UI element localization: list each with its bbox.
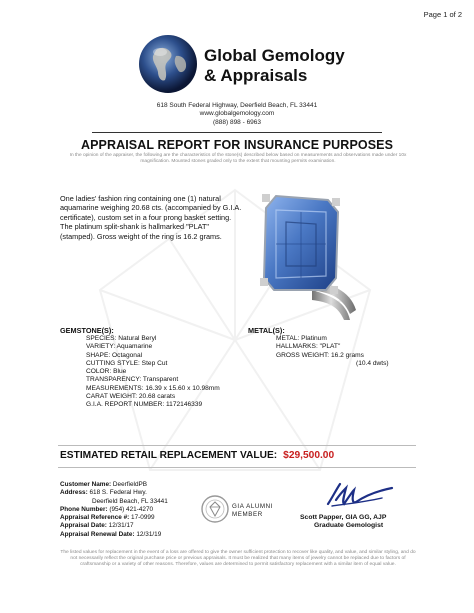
estimate-label: ESTIMATED RETAIL REPLACEMENT VALUE:: [60, 450, 278, 461]
globe-logo-icon: [138, 34, 198, 94]
customer-address-line1: 618 S. Federal Hwy.: [89, 489, 147, 497]
gia-line1: GIA ALUMNI: [232, 503, 274, 510]
gem-cutting-style: CUTTING STYLE: Step Cut: [86, 359, 168, 367]
company-website: www.globalgemology.com: [199, 110, 275, 118]
gia-alumni-text: [232, 503, 273, 518]
customer-info: [60, 481, 168, 539]
metal-gross-weight: GROSS WEIGHT: 16.2 grams: [276, 351, 364, 359]
customer-address-row: [60, 489, 168, 497]
customer-phone-label: Phone Number:: [60, 505, 108, 513]
company-name-line2: & Appraisals: [204, 66, 308, 85]
company-name: [204, 46, 345, 86]
metal-specs: [276, 335, 389, 368]
appraisal-renewal-date: 12/31/19: [136, 530, 162, 538]
report-intro: In the opinion of the appraiser, the following are the characteristics of the stone(s) described below based on measurements and observations made under 10x magnification. Mounted stones graded only to the extent that mounting permits examination.: [69, 153, 407, 164]
gem-species: SPECIES: Natural Beryl: [86, 335, 157, 342]
signer-name: Scott Papper, GIA GG, AJP: [300, 514, 387, 521]
customer-phone: (954) 421-4270: [109, 505, 154, 513]
company-contact: [0, 102, 474, 127]
company-name-line1: Global Gemology: [204, 46, 345, 65]
company-phone: (888) 898 - 6963: [212, 118, 262, 126]
appraisal-renewal-label: Appraisal Renewal Date:: [60, 530, 135, 538]
company-address: 618 South Federal Highway, Deerfield Beach, FL 33441: [156, 102, 318, 109]
signer-info: [300, 514, 440, 531]
appraisal-ref: 17-0999: [131, 514, 155, 522]
gem-transparency: TRANSPARENCY: Transparent: [86, 376, 179, 384]
header-divider: [92, 132, 382, 133]
appraisal-date-row: [60, 522, 168, 530]
appraisal-date-label: Appraisal Date:: [60, 522, 107, 530]
customer-address-line2: Deerfield Beach, FL 33441: [92, 497, 168, 505]
aquamarine-ring-image: [250, 186, 358, 322]
estimate-value: $29,500.00: [283, 450, 335, 461]
metal-type: METAL: Platinum: [276, 335, 327, 342]
customer-address-label: Address:: [60, 489, 88, 497]
gem-measurements: MEASUREMENTS: 16.39 x 15.60 x 10.98mm: [86, 384, 220, 392]
appraisal-renewal-row: [60, 531, 168, 539]
appraisal-ref-row: [60, 514, 168, 522]
appraisal-ref-label: Appraisal Reference #:: [60, 514, 130, 522]
signature-image: [322, 478, 398, 512]
gem-shape: SHAPE: Octagonal: [86, 351, 143, 359]
gem-color: COLOR: Blue: [86, 368, 127, 376]
metal-hallmarks: HALLMARKS: "PLAT": [276, 343, 341, 351]
gem-variety: VARIETY: Aquamarine: [86, 343, 153, 351]
metal-dwts: (10.4 dwts): [356, 359, 389, 367]
estimate-divider-top: [58, 445, 416, 446]
signer-title: Graduate Gemologist: [314, 522, 384, 530]
estimate-line: [60, 450, 334, 461]
gia-line2: MEMBER: [232, 510, 263, 518]
metal-heading: METAL(S):: [248, 326, 285, 335]
estimate-divider-bottom: [58, 467, 416, 468]
customer-name: DeerfieldPB: [112, 481, 148, 488]
customer-name-label: Customer Name:: [60, 481, 112, 488]
appraisal-date: 12/31/17: [108, 522, 134, 530]
report-title: APPRAISAL REPORT FOR INSURANCE PURPOSES: [80, 138, 394, 152]
customer-name-row: [60, 481, 168, 489]
gem-carat-weight: CARAT WEIGHT: 20.68 carats: [86, 393, 176, 401]
gem-gia-report-number: G.I.A. REPORT NUMBER: 1172146339: [86, 401, 203, 409]
gemstone-specs: [86, 335, 220, 410]
page-number: Page 1 of 2: [423, 10, 462, 19]
item-description: One ladies' fashion ring containing one (1) natural aquamarine weighing 20.68 cts. (accompanied by G.I.A. certificate), custom set in a four prong basket setting. The platinum split-shank is hallmarked "PLAT" (stamped). Gross weight of the ring is 16.2 grams.: [60, 194, 242, 241]
customer-phone-row: [60, 506, 168, 514]
disclaimer: The listed values for replacement in the event of a loss are offered to give the owner sufficient protection to recover like quality, and value, and similar styling, and do not necessarily reflect the original purchase price or previous appraisals. It must be realized that many items of jewelry cannot be replaced due to factors of craftsmanship or a variety of other reasons. Therefore, values are determined to permit satisfactory replacement with a similar item of equal value.: [60, 550, 416, 568]
gemstone-heading: GEMSTONE(S):: [60, 326, 114, 335]
